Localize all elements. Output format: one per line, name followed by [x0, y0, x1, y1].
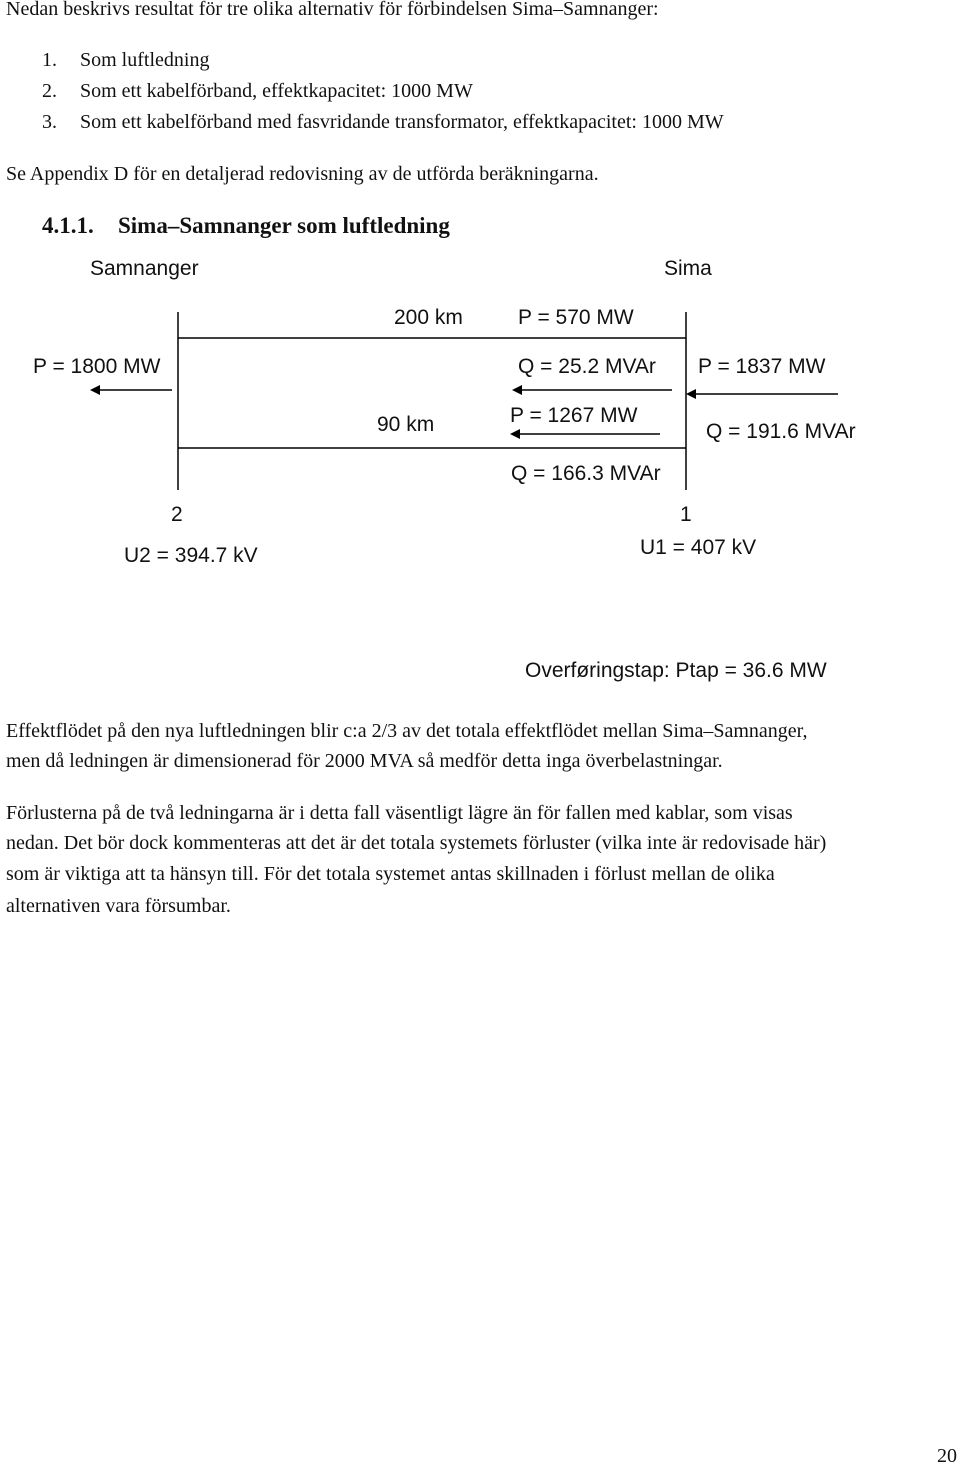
- section-number: 4.1.1.: [42, 213, 94, 238]
- page-number: 20: [937, 1445, 957, 1467]
- paragraph-line: Förlusterna på de två ledningarna är i detta fall väsentligt lägre än för fallen med kablar, som visas: [6, 802, 793, 824]
- left-p-label: P = 1800 MW: [33, 355, 161, 378]
- line1-p-label: P = 570 MW: [518, 306, 634, 329]
- line2-length-label: 90 km: [377, 413, 435, 436]
- paragraph-line: som är viktiga att ta hänsyn till. För det totala systemet antas skillnaden i förlust mellan de olika: [6, 863, 775, 885]
- section-title: Sima–Samnanger som luftledning: [118, 213, 450, 238]
- list-item: Som ett kabelförband, effektkapacitet: 1000 MW: [80, 80, 473, 102]
- right-q-label: Q = 191.6 MVAr: [706, 420, 856, 443]
- paragraph-line: Effektflödet på den nya luftledningen blir c:a 2/3 av det totala effektflödet mellan Sima–Samnanger,: [6, 720, 808, 742]
- bus-left-voltage: U2 = 394.7 kV: [124, 544, 258, 567]
- line2-q-label: Q = 166.3 MVAr: [511, 462, 661, 485]
- right-p-label: P = 1837 MW: [698, 355, 826, 378]
- list-item-number: 2.: [42, 80, 57, 102]
- paragraph-line: nedan. Det bör dock kommenteras att det är det totala systemets förluster (vilka inte är redovisade här): [6, 832, 827, 854]
- list-item: Som luftledning: [80, 49, 210, 71]
- arrow-line1-head: [512, 385, 522, 395]
- list-item-number: 1.: [42, 49, 57, 71]
- node-label-sima: Sima: [664, 257, 712, 280]
- list-item: Som ett kabelförband med fasvridande transformator, effektkapacitet: 1000 MW: [80, 111, 724, 133]
- paragraph-line: alternativen vara försumbar.: [6, 895, 231, 917]
- bus-left-number: 2: [171, 503, 183, 526]
- arrow-right-p-head: [686, 389, 696, 399]
- transmission-loss-label: Overføringstap: Ptap = 36.6 MW: [525, 659, 827, 682]
- power-flow-diagram: [0, 0, 960, 700]
- bus-right-number: 1: [680, 503, 692, 526]
- node-label-samnanger: Samnanger: [90, 257, 199, 280]
- arrow-left-p-head: [90, 385, 100, 395]
- appendix-reference: Se Appendix D för en detaljerad redovisning av de utförda beräkningarna.: [6, 163, 599, 185]
- arrow-line2-head: [510, 429, 520, 439]
- line1-length-label: 200 km: [394, 306, 463, 329]
- intro-text: Nedan beskrivs resultat för tre olika alternativ för förbindelsen Sima–Samnanger:: [6, 0, 659, 20]
- paragraph-line: men då ledningen är dimensionerad för 2000 MVA så medför detta inga överbelastningar.: [6, 750, 723, 772]
- line2-p-label: P = 1267 MW: [510, 404, 638, 427]
- list-item-number: 3.: [42, 111, 57, 133]
- bus-right-voltage: U1 = 407 kV: [640, 536, 757, 559]
- line1-q-label: Q = 25.2 MVAr: [518, 355, 656, 378]
